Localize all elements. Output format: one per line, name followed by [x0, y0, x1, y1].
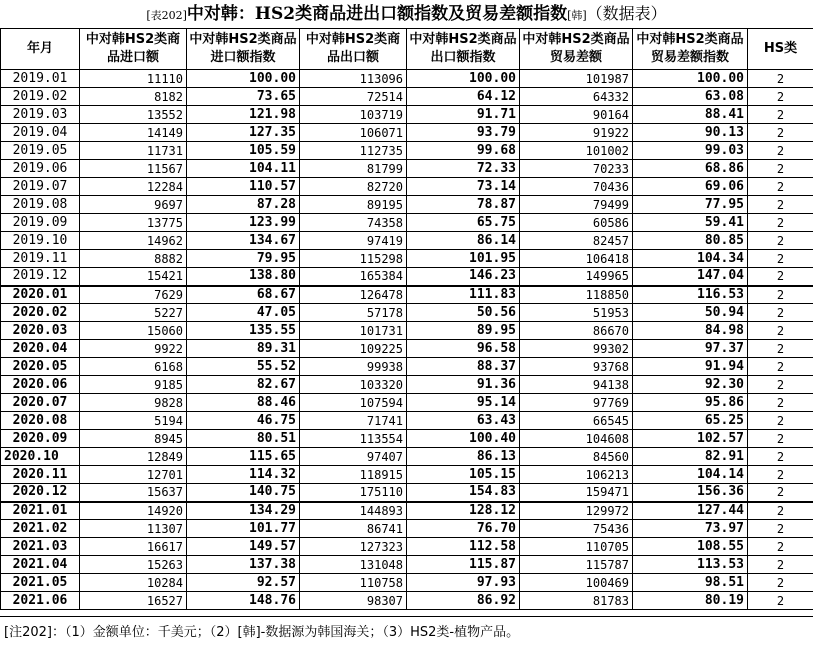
- cell-import-value: 5227: [80, 304, 187, 322]
- cell-export-value: 110758: [300, 574, 407, 592]
- cell-hs-class: 2: [748, 250, 813, 268]
- table-row: [1, 178, 813, 196]
- cell-export-value: 97419: [300, 232, 407, 250]
- cell-import-index: 68.67: [187, 286, 300, 304]
- cell-export-index: 63.43: [407, 412, 520, 430]
- cell-import-value: 15421: [80, 268, 187, 286]
- cell-trade-balance-index: 104.14: [633, 466, 748, 484]
- header-trade-balance-index: 中对韩HS2类商品贸易差额指数: [633, 29, 748, 70]
- cell-import-value: 16527: [80, 592, 187, 610]
- cell-export-index: 115.87: [407, 556, 520, 574]
- cell-hs-class: 2: [748, 520, 813, 538]
- cell-import-value: 13552: [80, 106, 187, 124]
- cell-import-value: 11567: [80, 160, 187, 178]
- cell-trade-balance-index: 69.06: [633, 178, 748, 196]
- cell-import-value: 11731: [80, 142, 187, 160]
- cell-export-value: 57178: [300, 304, 407, 322]
- cell-import-index: 73.65: [187, 88, 300, 106]
- cell-year-month: 2021.01: [1, 502, 80, 520]
- cell-hs-class: 2: [748, 196, 813, 214]
- cell-year-month: 2019.07: [1, 178, 80, 196]
- cell-hs-class: 2: [748, 430, 813, 448]
- cell-trade-balance-index: 63.08: [633, 88, 748, 106]
- cell-import-value: 15263: [80, 556, 187, 574]
- table-row: [1, 142, 813, 160]
- cell-import-index: 123.99: [187, 214, 300, 232]
- cell-import-index: 92.57: [187, 574, 300, 592]
- cell-trade-balance-index: 113.53: [633, 556, 748, 574]
- cell-trade-balance-index: 88.41: [633, 106, 748, 124]
- cell-trade-balance: 104608: [520, 430, 633, 448]
- cell-export-index: 93.79: [407, 124, 520, 142]
- header-import-value: 中对韩HS2类商品进口额: [80, 29, 187, 70]
- cell-export-index: 146.23: [407, 268, 520, 286]
- cell-import-index: 127.35: [187, 124, 300, 142]
- cell-trade-balance-index: 91.94: [633, 358, 748, 376]
- cell-year-month: 2019.12: [1, 268, 80, 286]
- cell-year-month: 2021.03: [1, 538, 80, 556]
- cell-import-index: 47.05: [187, 304, 300, 322]
- cell-export-index: 64.12: [407, 88, 520, 106]
- cell-hs-class: 2: [748, 448, 813, 466]
- table-row: [1, 376, 813, 394]
- cell-trade-balance: 86670: [520, 322, 633, 340]
- cell-export-index: 100.00: [407, 70, 520, 88]
- cell-hs-class: 2: [748, 394, 813, 412]
- cell-export-index: 97.93: [407, 574, 520, 592]
- cell-import-value: 9828: [80, 394, 187, 412]
- cell-import-index: 135.55: [187, 322, 300, 340]
- cell-year-month: 2020.05: [1, 358, 80, 376]
- cell-year-month: 2019.02: [1, 88, 80, 106]
- cell-export-index: 65.75: [407, 214, 520, 232]
- cell-trade-balance-index: 104.34: [633, 250, 748, 268]
- cell-trade-balance: 129972: [520, 502, 633, 520]
- cell-trade-balance-index: 59.41: [633, 214, 748, 232]
- cell-export-index: 76.70: [407, 520, 520, 538]
- cell-export-value: 131048: [300, 556, 407, 574]
- cell-import-index: 149.57: [187, 538, 300, 556]
- table-row: [1, 268, 813, 286]
- cell-hs-class: 2: [748, 304, 813, 322]
- cell-export-value: 99938: [300, 358, 407, 376]
- cell-import-index: 80.51: [187, 430, 300, 448]
- header-year-month: 年月: [1, 29, 80, 70]
- cell-year-month: 2019.06: [1, 160, 80, 178]
- table-row: [1, 304, 813, 322]
- cell-import-value: 14920: [80, 502, 187, 520]
- cell-import-index: 87.28: [187, 196, 300, 214]
- cell-trade-balance: 70436: [520, 178, 633, 196]
- cell-export-index: 91.71: [407, 106, 520, 124]
- table-row: [1, 322, 813, 340]
- cell-year-month: 2020.08: [1, 412, 80, 430]
- cell-import-value: 8182: [80, 88, 187, 106]
- table-row: [1, 160, 813, 178]
- data-table: [0, 28, 813, 610]
- cell-trade-balance: 115787: [520, 556, 633, 574]
- cell-import-index: 89.31: [187, 340, 300, 358]
- cell-import-index: 55.52: [187, 358, 300, 376]
- cell-hs-class: 2: [748, 178, 813, 196]
- cell-import-value: 14149: [80, 124, 187, 142]
- cell-import-index: 104.11: [187, 160, 300, 178]
- title-source-tag: [韩]: [567, 9, 587, 22]
- cell-import-index: 105.59: [187, 142, 300, 160]
- cell-trade-balance: 90164: [520, 106, 633, 124]
- cell-trade-balance-index: 100.00: [633, 70, 748, 88]
- cell-import-index: 82.67: [187, 376, 300, 394]
- table-row: [1, 250, 813, 268]
- cell-year-month: 2020.06: [1, 376, 80, 394]
- cell-trade-balance: 79499: [520, 196, 633, 214]
- cell-export-value: 97407: [300, 448, 407, 466]
- cell-trade-balance-index: 77.95: [633, 196, 748, 214]
- cell-trade-balance: 159471: [520, 484, 633, 502]
- cell-year-month: 2019.10: [1, 232, 80, 250]
- table-row: [1, 592, 813, 610]
- table-row: [1, 340, 813, 358]
- cell-import-index: 46.75: [187, 412, 300, 430]
- header-export-value: 中对韩HS2类商品出口额: [300, 29, 407, 70]
- cell-trade-balance-index: 73.97: [633, 520, 748, 538]
- cell-trade-balance-index: 147.04: [633, 268, 748, 286]
- cell-year-month: 2019.03: [1, 106, 80, 124]
- cell-year-month: 2021.02: [1, 520, 80, 538]
- cell-trade-balance-index: 80.19: [633, 592, 748, 610]
- cell-trade-balance-index: 98.51: [633, 574, 748, 592]
- cell-export-index: 86.92: [407, 592, 520, 610]
- cell-trade-balance: 110705: [520, 538, 633, 556]
- cell-import-index: 101.77: [187, 520, 300, 538]
- cell-import-value: 12701: [80, 466, 187, 484]
- cell-year-month: 2020.01: [1, 286, 80, 304]
- cell-export-value: 103719: [300, 106, 407, 124]
- cell-import-value: 14962: [80, 232, 187, 250]
- cell-import-value: 16617: [80, 538, 187, 556]
- cell-import-value: 15637: [80, 484, 187, 502]
- cell-export-value: 115298: [300, 250, 407, 268]
- cell-import-value: 12284: [80, 178, 187, 196]
- cell-export-index: 50.56: [407, 304, 520, 322]
- sheet-title: [0, 0, 813, 28]
- cell-hs-class: 2: [748, 574, 813, 592]
- cell-year-month: 2020.12: [1, 484, 80, 502]
- table-row: [1, 556, 813, 574]
- cell-import-value: 7629: [80, 286, 187, 304]
- cell-import-index: 110.57: [187, 178, 300, 196]
- cell-import-value: 6168: [80, 358, 187, 376]
- cell-export-index: 73.14: [407, 178, 520, 196]
- cell-hs-class: 2: [748, 160, 813, 178]
- table-row: [1, 70, 813, 88]
- cell-hs-class: 2: [748, 466, 813, 484]
- cell-export-value: 113554: [300, 430, 407, 448]
- cell-year-month: 2020.09: [1, 430, 80, 448]
- cell-year-month: 2020.11: [1, 466, 80, 484]
- cell-export-index: 78.87: [407, 196, 520, 214]
- table-row: [1, 88, 813, 106]
- cell-import-index: 134.29: [187, 502, 300, 520]
- cell-year-month: 2019.04: [1, 124, 80, 142]
- table-row: [1, 214, 813, 232]
- table-row: [1, 466, 813, 484]
- cell-export-value: 103320: [300, 376, 407, 394]
- cell-export-value: 112735: [300, 142, 407, 160]
- table-row: [1, 106, 813, 124]
- cell-trade-balance: 94138: [520, 376, 633, 394]
- title-prefix: [表202]: [146, 9, 187, 22]
- cell-export-index: 100.40: [407, 430, 520, 448]
- cell-import-index: 140.75: [187, 484, 300, 502]
- cell-trade-balance: 101002: [520, 142, 633, 160]
- cell-export-index: 96.58: [407, 340, 520, 358]
- table-row: [1, 574, 813, 592]
- cell-import-value: 15060: [80, 322, 187, 340]
- cell-hs-class: 2: [748, 142, 813, 160]
- table-row: [1, 286, 813, 304]
- cell-trade-balance-index: 97.37: [633, 340, 748, 358]
- cell-export-index: 91.36: [407, 376, 520, 394]
- cell-trade-balance: 118850: [520, 286, 633, 304]
- cell-trade-balance: 60586: [520, 214, 633, 232]
- cell-year-month: 2019.08: [1, 196, 80, 214]
- cell-hs-class: 2: [748, 376, 813, 394]
- cell-trade-balance: 101987: [520, 70, 633, 88]
- cell-year-month: 2019.01: [1, 70, 80, 88]
- cell-trade-balance-index: 108.55: [633, 538, 748, 556]
- cell-import-value: 9697: [80, 196, 187, 214]
- table-row: [1, 520, 813, 538]
- cell-export-index: 101.95: [407, 250, 520, 268]
- cell-trade-balance: 106418: [520, 250, 633, 268]
- cell-year-month: 2020.03: [1, 322, 80, 340]
- cell-trade-balance-index: 92.30: [633, 376, 748, 394]
- cell-trade-balance: 106213: [520, 466, 633, 484]
- cell-hs-class: 2: [748, 214, 813, 232]
- cell-import-index: 114.32: [187, 466, 300, 484]
- cell-import-index: 137.38: [187, 556, 300, 574]
- cell-hs-class: 2: [748, 106, 813, 124]
- cell-import-value: 13775: [80, 214, 187, 232]
- cell-hs-class: 2: [748, 502, 813, 520]
- cell-trade-balance: 64332: [520, 88, 633, 106]
- table-row: [1, 124, 813, 142]
- cell-import-index: 79.95: [187, 250, 300, 268]
- cell-import-value: 9185: [80, 376, 187, 394]
- cell-trade-balance-index: 95.86: [633, 394, 748, 412]
- cell-year-month: 2020.04: [1, 340, 80, 358]
- cell-import-index: 100.00: [187, 70, 300, 88]
- cell-import-index: 115.65: [187, 448, 300, 466]
- table-row: [1, 448, 813, 466]
- table-row: [1, 358, 813, 376]
- cell-export-value: 126478: [300, 286, 407, 304]
- cell-trade-balance: 91922: [520, 124, 633, 142]
- cell-trade-balance: 99302: [520, 340, 633, 358]
- cell-export-index: 86.14: [407, 232, 520, 250]
- cell-import-value: 12849: [80, 448, 187, 466]
- header-row: [1, 29, 813, 70]
- cell-trade-balance-index: 102.57: [633, 430, 748, 448]
- cell-trade-balance-index: 82.91: [633, 448, 748, 466]
- cell-year-month: 2021.06: [1, 592, 80, 610]
- cell-import-index: 134.67: [187, 232, 300, 250]
- header-export-index: 中对韩HS2类商品出口额指数: [407, 29, 520, 70]
- cell-trade-balance: 149965: [520, 268, 633, 286]
- cell-export-value: 89195: [300, 196, 407, 214]
- cell-hs-class: 2: [748, 232, 813, 250]
- cell-trade-balance-index: 84.98: [633, 322, 748, 340]
- cell-export-value: 82720: [300, 178, 407, 196]
- cell-trade-balance: 84560: [520, 448, 633, 466]
- cell-year-month: 2020.10: [1, 448, 80, 466]
- cell-export-index: 154.83: [407, 484, 520, 502]
- cell-year-month: 2021.04: [1, 556, 80, 574]
- cell-trade-balance: 75436: [520, 520, 633, 538]
- cell-trade-balance: 51953: [520, 304, 633, 322]
- cell-import-value: 11110: [80, 70, 187, 88]
- cell-year-month: 2019.09: [1, 214, 80, 232]
- cell-import-value: 9922: [80, 340, 187, 358]
- cell-trade-balance-index: 65.25: [633, 412, 748, 430]
- cell-hs-class: 2: [748, 70, 813, 88]
- cell-export-index: 88.37: [407, 358, 520, 376]
- cell-trade-balance: 82457: [520, 232, 633, 250]
- cell-trade-balance-index: 156.36: [633, 484, 748, 502]
- cell-hs-class: 2: [748, 124, 813, 142]
- cell-trade-balance: 70233: [520, 160, 633, 178]
- cell-export-value: 71741: [300, 412, 407, 430]
- cell-year-month: 2019.05: [1, 142, 80, 160]
- cell-import-value: 5194: [80, 412, 187, 430]
- cell-export-value: 127323: [300, 538, 407, 556]
- cell-year-month: 2020.07: [1, 394, 80, 412]
- cell-export-index: 86.13: [407, 448, 520, 466]
- table-row: [1, 196, 813, 214]
- cell-year-month: 2021.05: [1, 574, 80, 592]
- cell-hs-class: 2: [748, 412, 813, 430]
- cell-trade-balance-index: 90.13: [633, 124, 748, 142]
- cell-export-value: 113096: [300, 70, 407, 88]
- title-suffix: （数据表）: [586, 4, 667, 23]
- cell-export-value: 107594: [300, 394, 407, 412]
- cell-import-value: 8882: [80, 250, 187, 268]
- cell-import-value: 8945: [80, 430, 187, 448]
- cell-export-index: 99.68: [407, 142, 520, 160]
- table-row: [1, 412, 813, 430]
- header-hs-class: HS类: [748, 29, 813, 70]
- cell-trade-balance-index: 99.03: [633, 142, 748, 160]
- cell-year-month: 2019.11: [1, 250, 80, 268]
- cell-export-index: 72.33: [407, 160, 520, 178]
- cell-export-value: 98307: [300, 592, 407, 610]
- cell-import-index: 148.76: [187, 592, 300, 610]
- cell-export-index: 111.83: [407, 286, 520, 304]
- cell-hs-class: 2: [748, 88, 813, 106]
- cell-hs-class: 2: [748, 340, 813, 358]
- cell-export-value: 175110: [300, 484, 407, 502]
- cell-export-value: 101731: [300, 322, 407, 340]
- cell-hs-class: 2: [748, 268, 813, 286]
- cell-trade-balance-index: 116.53: [633, 286, 748, 304]
- cell-export-value: 86741: [300, 520, 407, 538]
- table-row: [1, 232, 813, 250]
- table-row: [1, 430, 813, 448]
- cell-hs-class: 2: [748, 358, 813, 376]
- footnote: [注202]：（1）金额单位：千美元；（2）[韩]-数据源为韩国海关；（3）HS2类-植物产品。: [0, 616, 813, 643]
- title-main: 中对韩：HS2类商品进出口额指数及贸易差额指数: [186, 4, 568, 24]
- cell-export-index: 89.95: [407, 322, 520, 340]
- cell-hs-class: 2: [748, 538, 813, 556]
- cell-export-index: 128.12: [407, 502, 520, 520]
- cell-export-value: 74358: [300, 214, 407, 232]
- cell-trade-balance-index: 127.44: [633, 502, 748, 520]
- table-row: [1, 502, 813, 520]
- cell-export-index: 105.15: [407, 466, 520, 484]
- cell-trade-balance: 97769: [520, 394, 633, 412]
- table-row: [1, 394, 813, 412]
- table-row: [1, 484, 813, 502]
- table-row: [1, 538, 813, 556]
- cell-year-month: 2020.02: [1, 304, 80, 322]
- cell-export-value: 109225: [300, 340, 407, 358]
- cell-hs-class: 2: [748, 592, 813, 610]
- header-import-index: 中对韩HS2类商品进口额指数: [187, 29, 300, 70]
- cell-import-index: 88.46: [187, 394, 300, 412]
- cell-import-value: 10284: [80, 574, 187, 592]
- cell-export-value: 72514: [300, 88, 407, 106]
- cell-export-value: 81799: [300, 160, 407, 178]
- cell-trade-balance-index: 68.86: [633, 160, 748, 178]
- cell-trade-balance-index: 80.85: [633, 232, 748, 250]
- cell-trade-balance: 66545: [520, 412, 633, 430]
- cell-hs-class: 2: [748, 322, 813, 340]
- cell-export-index: 112.58: [407, 538, 520, 556]
- cell-export-value: 144893: [300, 502, 407, 520]
- cell-export-index: 95.14: [407, 394, 520, 412]
- header-trade-balance: 中对韩HS2类商品贸易差额: [520, 29, 633, 70]
- cell-hs-class: 2: [748, 556, 813, 574]
- cell-hs-class: 2: [748, 484, 813, 502]
- table-body: [1, 70, 813, 610]
- cell-export-value: 165384: [300, 268, 407, 286]
- cell-trade-balance: 100469: [520, 574, 633, 592]
- cell-export-value: 106071: [300, 124, 407, 142]
- cell-export-value: 118915: [300, 466, 407, 484]
- cell-hs-class: 2: [748, 286, 813, 304]
- cell-import-index: 121.98: [187, 106, 300, 124]
- cell-trade-balance-index: 50.94: [633, 304, 748, 322]
- cell-trade-balance: 93768: [520, 358, 633, 376]
- cell-import-index: 138.80: [187, 268, 300, 286]
- cell-trade-balance: 81783: [520, 592, 633, 610]
- cell-import-value: 11307: [80, 520, 187, 538]
